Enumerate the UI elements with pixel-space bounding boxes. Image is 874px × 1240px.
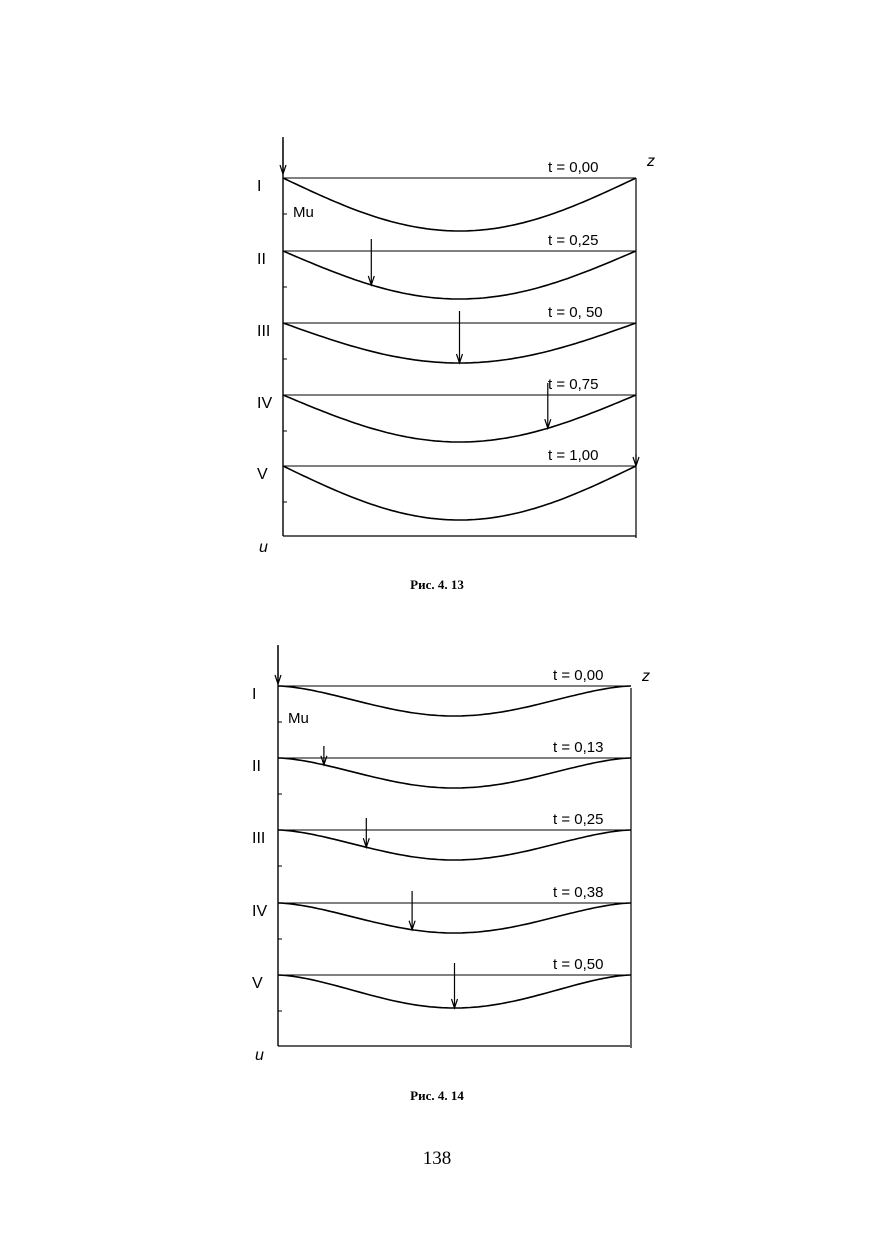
panel-time-label: t = 1,00 bbox=[548, 447, 599, 464]
panel-roman-numeral: IV bbox=[252, 903, 268, 920]
panel-time-label: t = 0,25 bbox=[553, 811, 604, 828]
deflection-curve bbox=[278, 686, 631, 716]
panel-V bbox=[252, 956, 631, 1011]
panel-roman-numeral: V bbox=[252, 975, 263, 992]
panel-roman-numeral: I bbox=[252, 686, 257, 703]
axis-u-label: u bbox=[255, 1047, 264, 1064]
panel-time-label: t = 0,38 bbox=[553, 884, 604, 901]
panel-III bbox=[252, 811, 631, 866]
panel-time-label: t = 0,00 bbox=[548, 159, 599, 176]
deflection-curve bbox=[278, 903, 631, 933]
panel-roman-numeral: II bbox=[252, 758, 261, 775]
figure-4-13-caption: Рис. 4. 13 bbox=[410, 577, 464, 592]
panel-time-label: t = 0,25 bbox=[548, 232, 599, 249]
panel-roman-numeral: IV bbox=[257, 395, 273, 412]
deflection-curve bbox=[278, 830, 631, 860]
load-arrow bbox=[409, 891, 415, 930]
moment-label: Mu bbox=[293, 204, 314, 221]
panel-time-label: t = 0,13 bbox=[553, 739, 604, 756]
panel-time-label: t = 0,00 bbox=[553, 667, 604, 684]
panel-roman-numeral: V bbox=[257, 466, 268, 483]
panel-time-label: t = 0,75 bbox=[548, 376, 599, 393]
load-arrow bbox=[321, 746, 327, 765]
panel-I bbox=[252, 667, 631, 722]
moment-label: Mu bbox=[288, 710, 309, 727]
load-arrow bbox=[363, 818, 369, 847]
figure-4-14-caption: Рис. 4. 14 bbox=[410, 1088, 464, 1103]
panel-II bbox=[252, 739, 631, 794]
panel-roman-numeral: II bbox=[257, 251, 266, 268]
panel-time-label: t = 0,50 bbox=[553, 956, 604, 973]
panel-roman-numeral: III bbox=[257, 323, 271, 340]
deflection-curve bbox=[278, 758, 631, 788]
panel-time-label: t = 0, 50 bbox=[548, 304, 603, 321]
panel-roman-numeral: III bbox=[252, 830, 266, 847]
panel-IV bbox=[252, 884, 631, 939]
axis-z-label: z bbox=[642, 668, 650, 685]
axis-z-label: z bbox=[647, 153, 655, 170]
load-arrow bbox=[452, 963, 458, 1008]
panel-roman-numeral: I bbox=[257, 178, 262, 195]
page-number: 138 bbox=[422, 1148, 452, 1169]
figure-4-14-frame bbox=[275, 645, 631, 1048]
axis-u-label: u bbox=[259, 539, 268, 556]
load-arrow-start bbox=[275, 646, 281, 684]
